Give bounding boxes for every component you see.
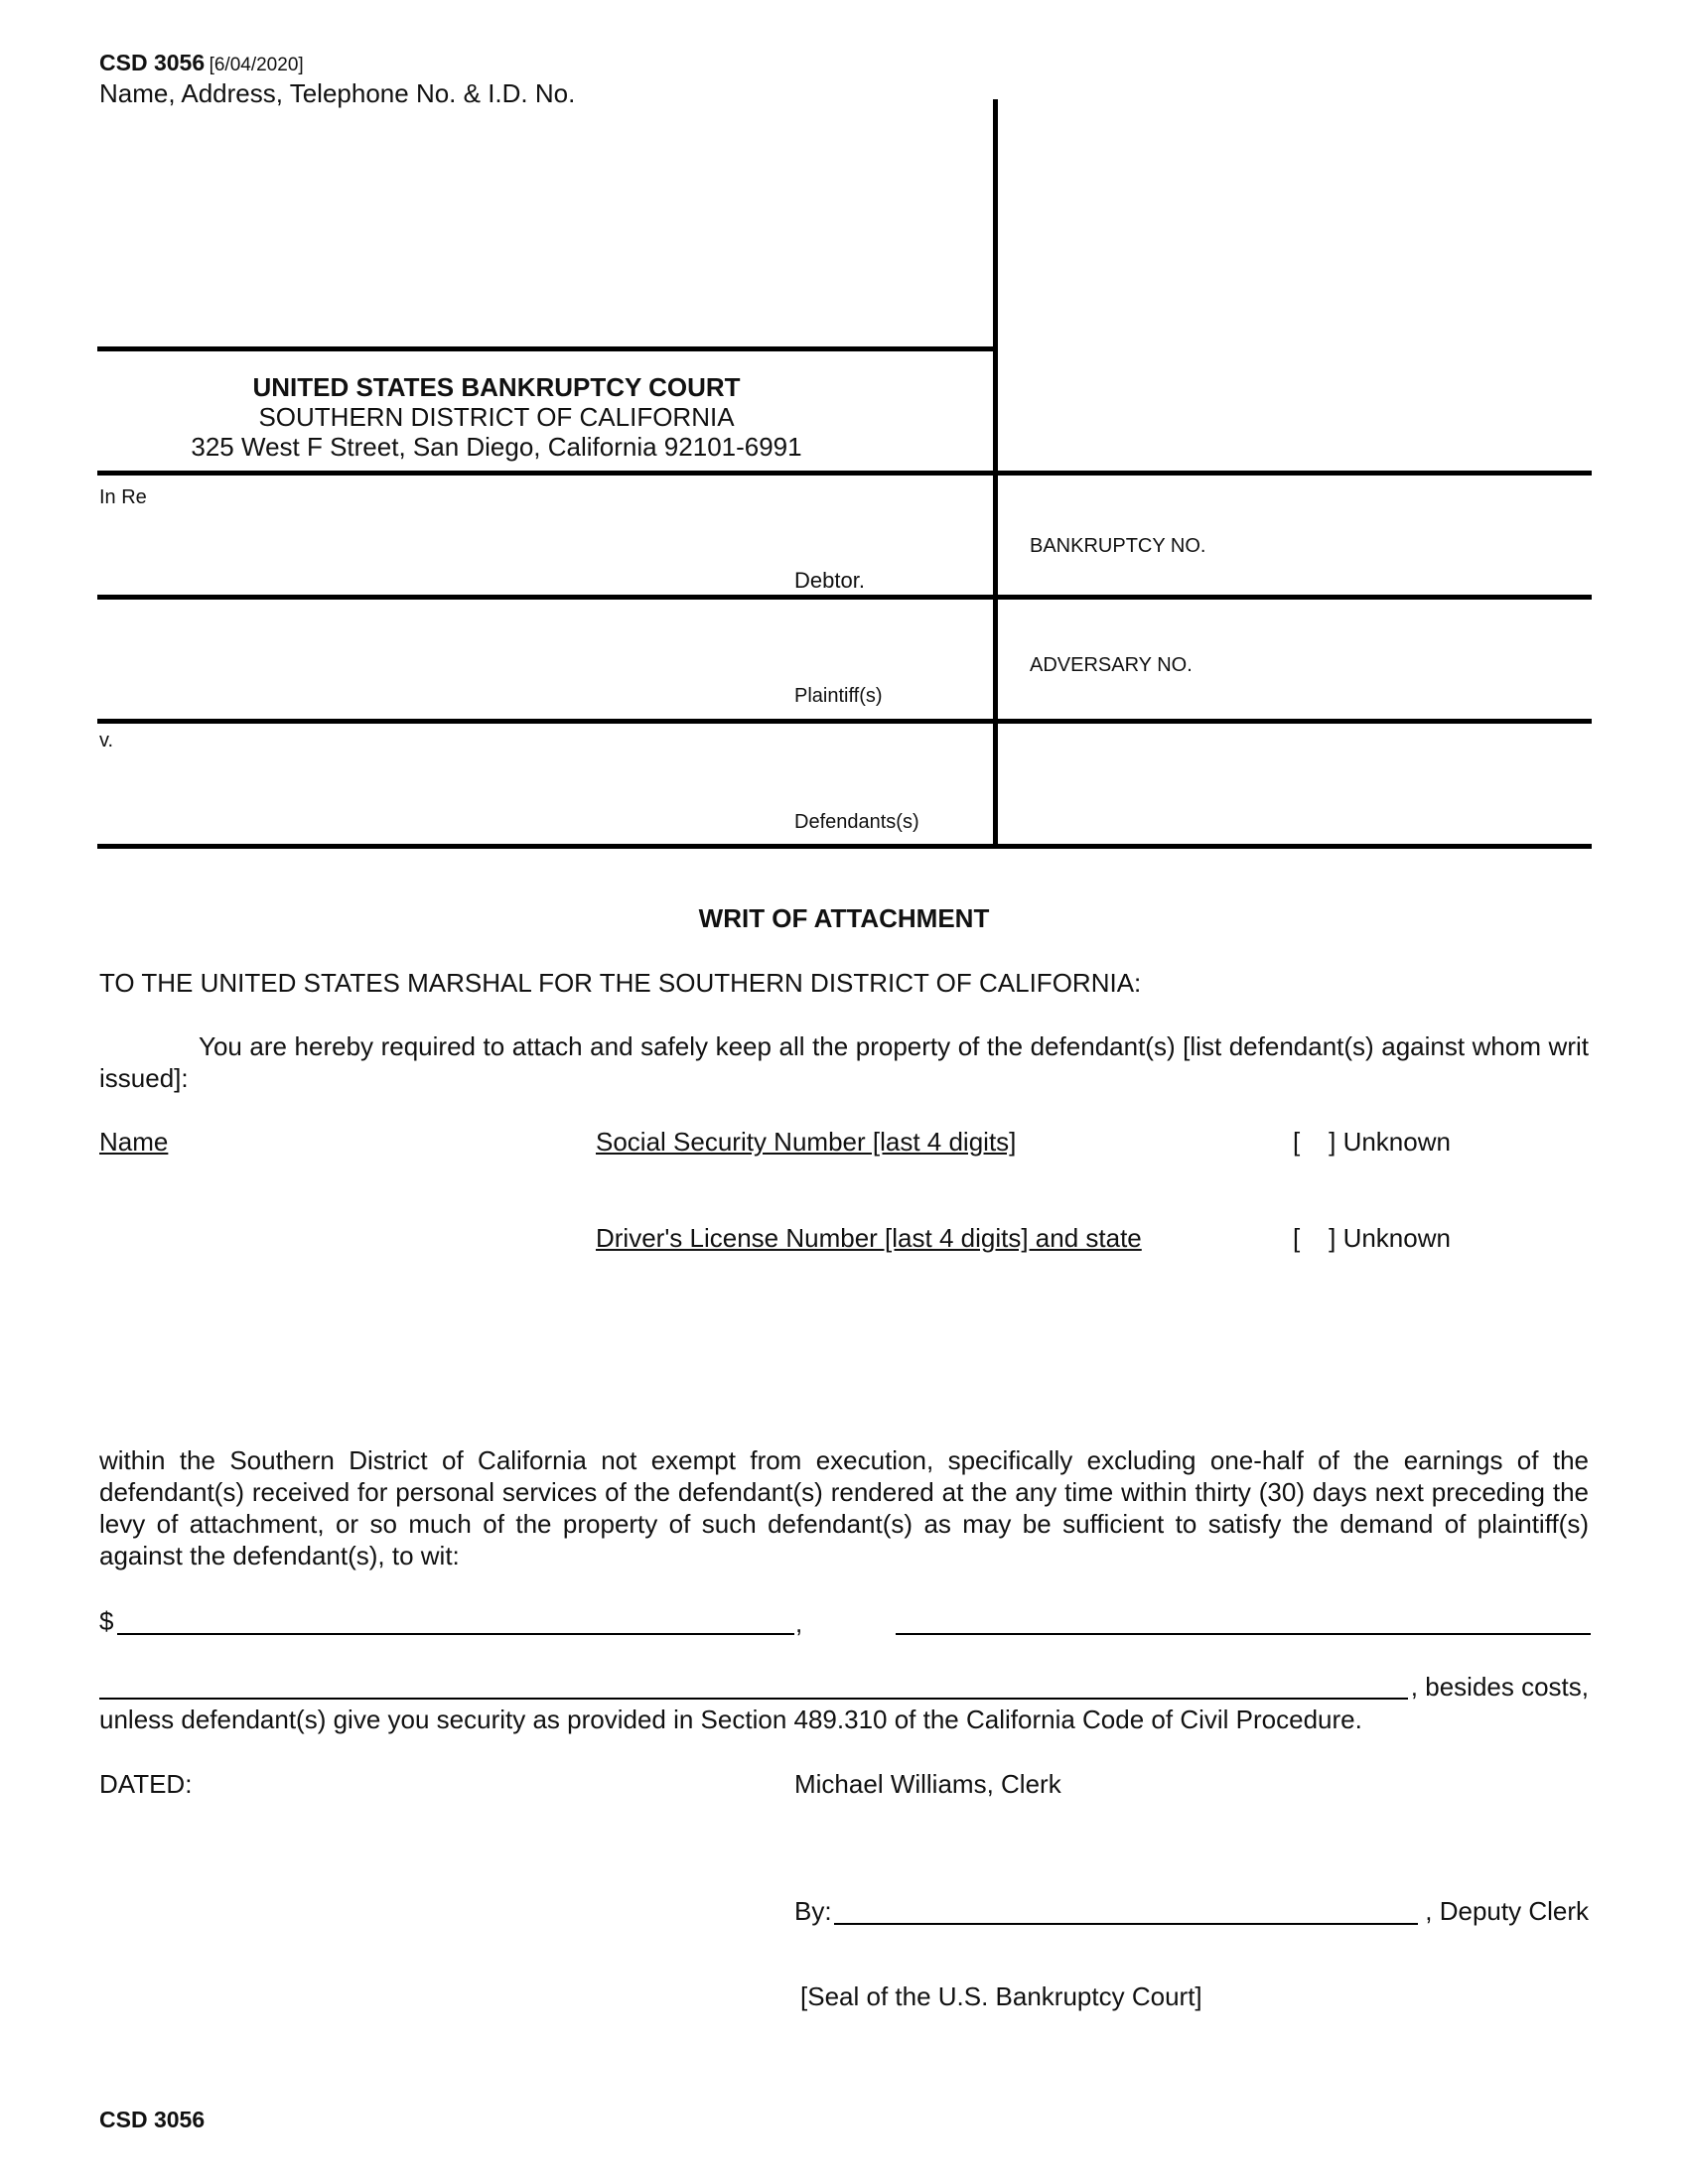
intro-paragraph: You are hereby required to attach and safely keep all the property of the defendant(s) [list defendant(s) against whom writ issued]: [99,1031,1589,1093]
in-re-label: In Re [99,486,147,508]
ssn-column-header: Social Security Number [last 4 digits] [596,1127,1017,1157]
caption-rule-3 [97,595,1592,600]
footer-form-id: CSD 3056 [99,2107,206,2132]
caption-rule-5 [97,844,1592,849]
court-name: UNITED STATES BANKRUPTCY COURT [252,372,741,402]
name-address-label: Name, Address, Telephone No. & I.D. No. [99,78,576,108]
amount-words-blank[interactable] [896,1633,1591,1635]
body-paragraph: within the Southern District of California not exempt from execution, specifically excluding one-half of the earnings of the defendant(s) received for personal services of the defendant(s) rendered at the any time within thirty (30) days next preceding the levy of attachment, or so much of the property of such defendant(s) as may be sufficient to satisfy the demand of plaintiff(s) against the defendant(s), to wit: [99,1445,1589,1570]
ssn-unknown-checkbox[interactable]: [ ] Unknown [1293,1127,1451,1157]
defendants-label: Defendants(s) [794,811,919,833]
court-address: 325 West F Street, San Diego, California 92101-6991 [191,432,802,462]
bankruptcy-no-label: BANKRUPTCY NO. [1030,535,1206,557]
deputy-clerk-label: , Deputy Clerk [1425,1896,1589,1926]
dollar-sign: $ [99,1606,114,1636]
addressee-line: TO THE UNITED STATES MARSHAL FOR THE SOUTHERN DISTRICT OF CALIFORNIA: [99,968,1142,998]
dl-unknown-checkbox[interactable]: [ ] Unknown [1293,1223,1451,1253]
seal-placeholder: [Seal of the U.S. Bankruptcy Court] [800,1981,1202,2011]
debtor-label: Debtor. [794,568,865,593]
clerk-name: Michael Williams, Clerk [794,1769,1061,1799]
court-district: SOUTHERN DISTRICT OF CALIFORNIA [258,402,735,432]
security-text: unless defendant(s) give you security as provided in Section 489.310 of the California Code of Civil Procedure. [99,1705,1362,1734]
besides-costs-text: , besides costs, [1410,1672,1589,1702]
signature-blank[interactable] [834,1923,1418,1925]
document-title: WRIT OF ATTACHMENT [698,903,990,933]
plaintiff-label: Plaintiff(s) [794,685,883,707]
dl-column-header: Driver's License Number [last 4 digits] and state [596,1223,1142,1253]
amount-comma: , [795,1608,803,1638]
form-id: CSD 3056 [99,50,206,75]
name-column-header: Name [99,1127,169,1157]
amount-blank[interactable] [117,1633,794,1635]
caption-rule-1 [97,346,998,351]
by-label: By: [794,1896,832,1926]
form-date: [6/04/2020] [209,55,304,75]
versus-label: v. [99,730,114,751]
adversary-no-label: ADVERSARY NO. [1030,654,1193,676]
dated-label: DATED: [99,1769,193,1799]
amount-words-blank-2[interactable] [99,1698,1408,1700]
caption-rule-4 [97,719,1592,724]
caption-rule-2 [97,471,1592,476]
form-header [99,50,304,76]
